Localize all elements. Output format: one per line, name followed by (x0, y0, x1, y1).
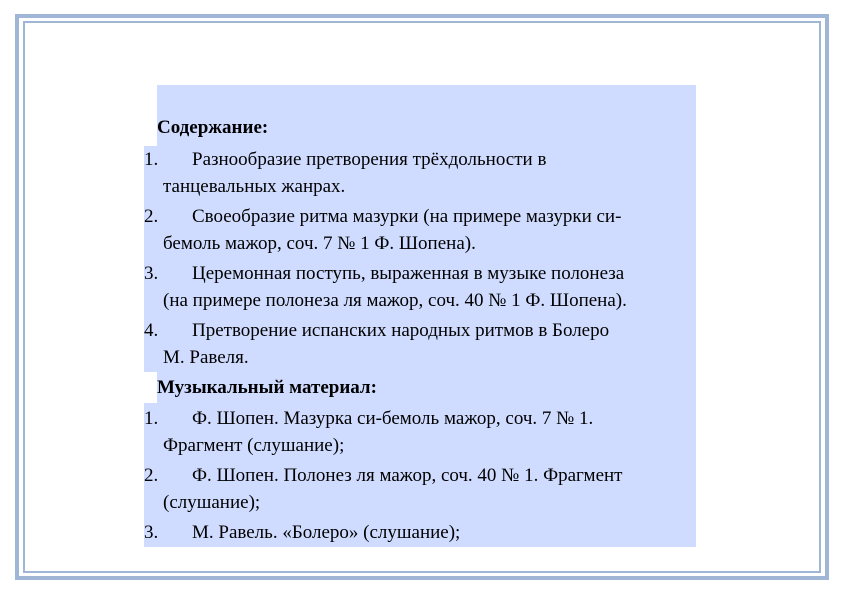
item-number: 3. (144, 263, 159, 284)
contents-heading: Содержание: (157, 117, 269, 138)
item-text-line: Фрагмент (слушание); (163, 435, 345, 456)
item-text-line: Церемонная поступь, выраженная в музыке полонеза (192, 263, 625, 284)
item-number: 2. (144, 465, 159, 486)
item-number: 4. (144, 320, 159, 341)
item-text-line: (слушание); (163, 492, 261, 513)
item-number: 1. (144, 149, 159, 170)
slide-content (144, 85, 696, 547)
item-text-line: (на примере полонеза ля мажор, соч. 40 № 1 Ф. Шопена). (163, 290, 627, 311)
item-text-line: Своеобразие ритма мазурки (на примере мазурки си- (192, 206, 622, 227)
material-heading: Музыкальный материал: (157, 377, 377, 398)
item-text-line: танцевальных жанрах. (163, 176, 346, 197)
item-text-line: Претворение испанских народных ритмов в Болеро (192, 320, 610, 341)
item-text-line: Ф. Шопен. Мазурка си-бемоль мажор, соч. 7 № 1. (192, 408, 594, 429)
item-text-line: Разнообразие претворения трёхдольности в (192, 149, 547, 170)
item-text-line: Ф. Шопен. Полонез ля мажор, соч. 40 № 1. Фрагмент (192, 465, 623, 486)
item-number: 2. (144, 206, 159, 227)
item-number: 1. (144, 408, 159, 429)
item-text-line: бемоль мажор, соч. 7 № 1 Ф. Шопена). (163, 233, 476, 254)
item-number: 3. (144, 522, 159, 543)
item-text-line: М. Равель. «Болеро» (слушание); (192, 522, 461, 543)
item-text-line: М. Равеля. (163, 347, 249, 368)
